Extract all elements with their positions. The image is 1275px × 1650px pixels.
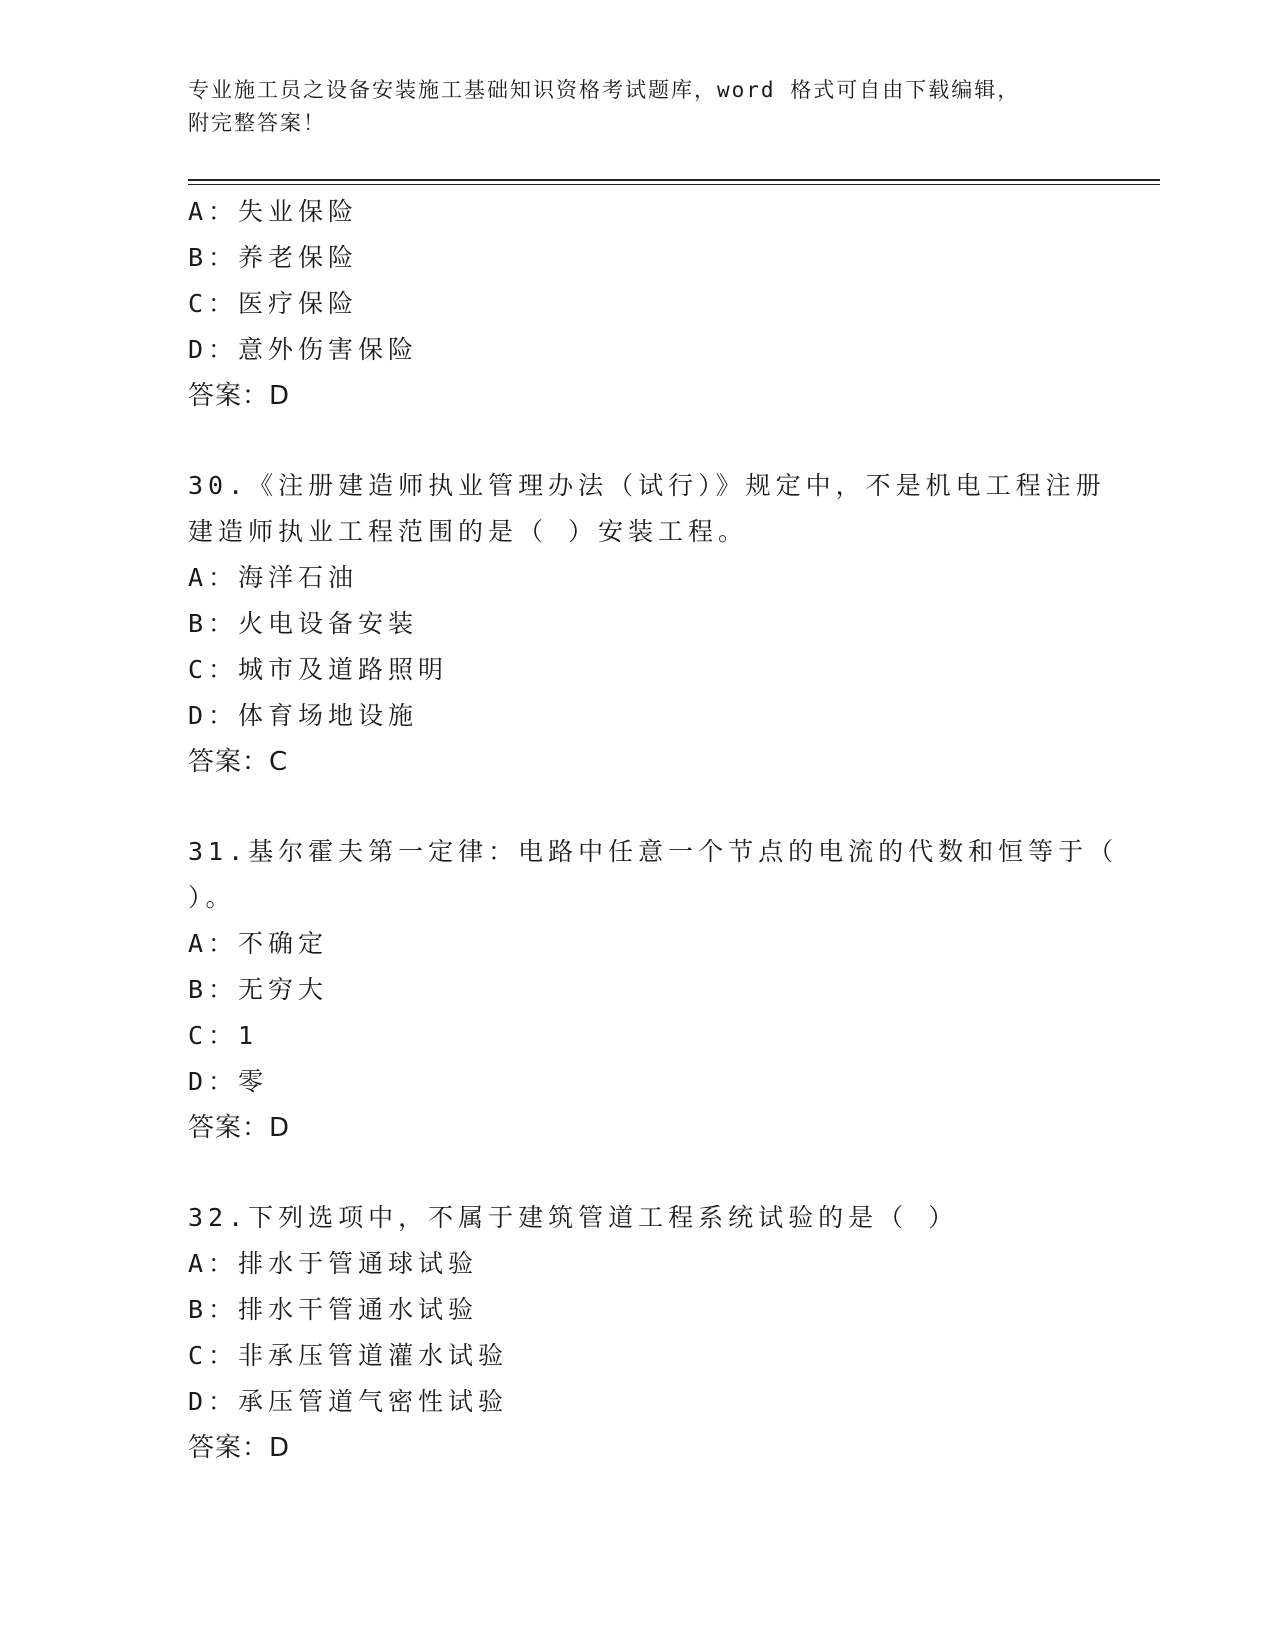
document-header	[188, 74, 1088, 140]
option-a: A：不确定	[188, 929, 329, 958]
answer: 答案：D	[188, 381, 291, 411]
option-d: D：意外伤害保险	[188, 335, 419, 364]
question-32	[188, 1195, 1148, 1471]
option-a: A：排水于管通球试验	[188, 1249, 479, 1278]
question-text-line-2: 建造师执业工程范围的是（ ）安装工程。	[188, 517, 749, 546]
spacer	[188, 419, 1148, 463]
header-line-1: 专业施工员之设备安装施工基础知识资格考试题库，word 格式可自由下载编辑，	[188, 78, 1021, 102]
question-30	[188, 463, 1148, 785]
answer: 答案：D	[188, 1433, 291, 1463]
question-29	[188, 189, 1148, 419]
option-d: D：体育场地设施	[188, 701, 419, 730]
option-b: B：排水干管通水试验	[188, 1295, 479, 1324]
option-d: D：承压管道气密性试验	[188, 1387, 509, 1416]
question-text-line-1: 32.下列选项中，不属于建筑管道工程系统试验的是（ ）	[188, 1203, 959, 1232]
option-c: C：城市及道路照明	[188, 655, 449, 684]
option-b: B：无穷大	[188, 975, 329, 1004]
header-rule-thick	[188, 179, 1160, 181]
option-d: D：零	[188, 1067, 269, 1096]
option-a: A：失业保险	[188, 197, 359, 226]
option-c: C：非承压管道灌水试验	[188, 1341, 509, 1370]
option-c: C：1	[188, 1021, 259, 1050]
header-line-2: 附完整答案！	[188, 111, 326, 135]
answer: 答案：C	[188, 747, 289, 777]
option-c: C：医疗保险	[188, 289, 359, 318]
header-rule-thin	[188, 184, 1160, 185]
option-a: A：海洋石油	[188, 563, 359, 592]
answer: 答案：D	[188, 1113, 291, 1143]
spacer	[188, 1151, 1148, 1195]
question-text-line-1: 30.《注册建造师执业管理办法（试行）》规定中，不是机电工程注册	[188, 471, 1106, 500]
option-b: B：火电设备安装	[188, 609, 419, 638]
option-b: B：养老保险	[188, 243, 359, 272]
question-text-line-2: ）。	[188, 883, 236, 912]
question-text-line-1: 31.基尔霍夫第一定律：电路中任意一个节点的电流的代数和恒等于（	[188, 837, 1119, 866]
spacer	[188, 785, 1148, 829]
question-content	[188, 189, 1148, 1471]
question-31	[188, 829, 1148, 1151]
